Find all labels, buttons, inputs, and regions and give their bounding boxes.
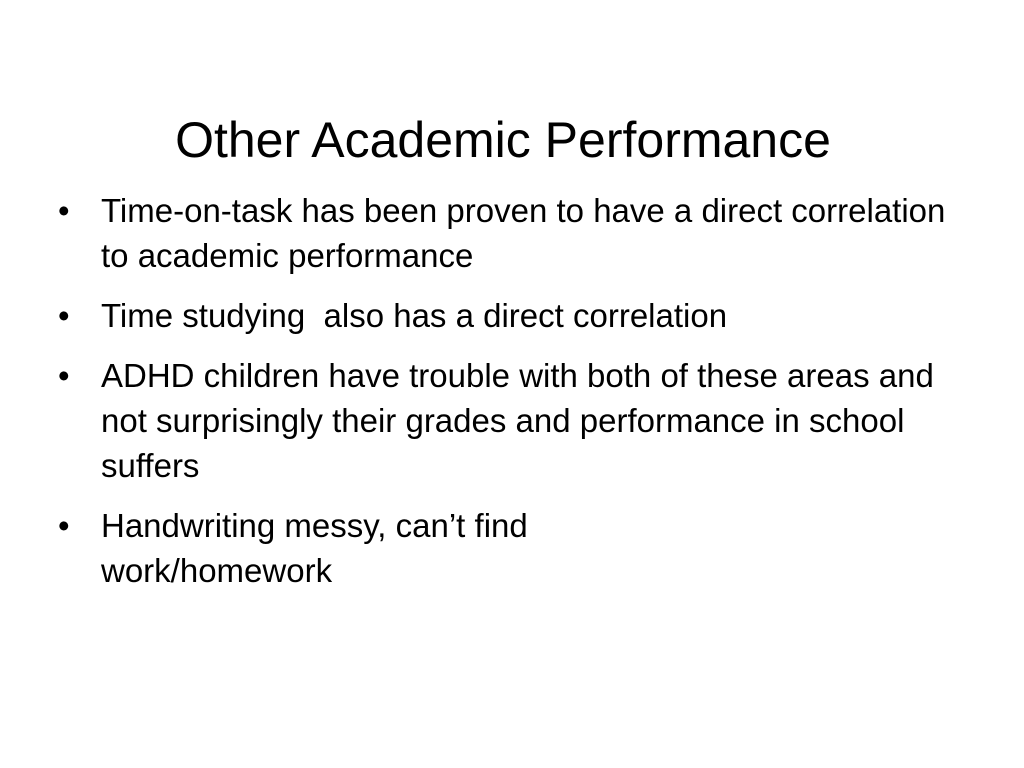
bullet-point-icon: •: [58, 297, 70, 334]
bullet-text: Time-on-task has been proven to have a direct correlation to academic performance: [101, 192, 946, 274]
bullet-item: [58, 353, 978, 488]
bullet-point-icon: •: [58, 192, 70, 229]
bullet-list: [58, 188, 978, 608]
bullet-point-icon: •: [58, 357, 70, 394]
bullet-text: Time studying also has a direct correlation: [101, 297, 728, 334]
slide-title: Other Academic Performance: [175, 112, 831, 168]
bullet-text: ADHD children have trouble with both of these areas and not surprisingly their grades and performance in school suffers: [101, 357, 934, 484]
bullet-item: [58, 503, 978, 593]
bullet-text: Handwriting messy, can’t find work/homework: [101, 507, 528, 589]
bullet-point-icon: •: [58, 507, 70, 544]
bullet-item: [58, 293, 978, 338]
bullet-item: [58, 188, 978, 278]
